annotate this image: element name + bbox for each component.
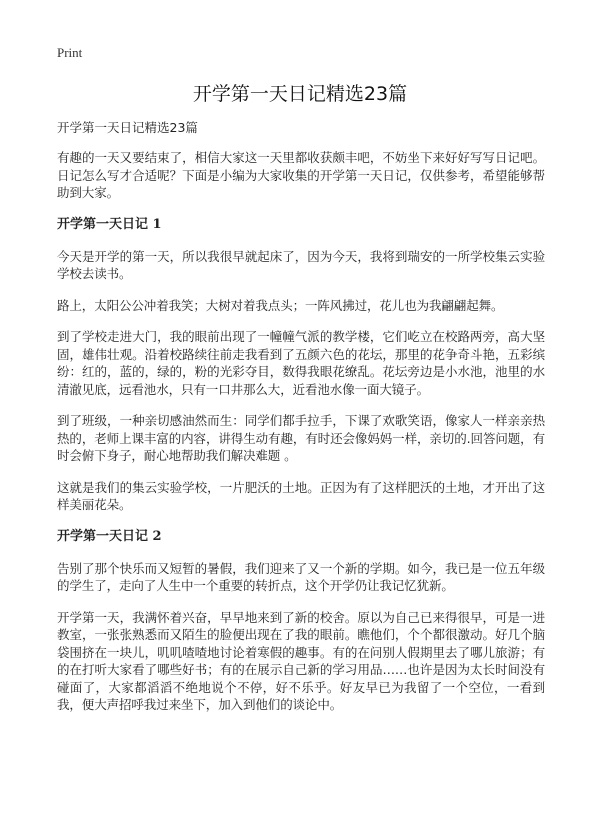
section-heading: 开学第一天日记 2 (57, 528, 162, 544)
paragraph: 今天是开学的第一天，所以我很早就起床了，因为今天，我将到瑞安的一所学校集云实验学校去读书。 (57, 248, 545, 281)
page-title: 开学第一天日记精选23篇 (192, 83, 408, 105)
paragraph: 路上，太阳公公冲着我笑；大树对着我点头；一阵风拂过，花儿也为我翩翩起舞。 (57, 297, 504, 313)
intro-paragraph: 有趣的一天又要结束了，相信大家这一天里都收获颇丰吧，不妨坐下来好好写写日记吧。日记怎么写才合适呢？下面是小编为大家收集的开学第一天日记，仅供参考，希望能够帮助到大家。 (57, 150, 545, 200)
section-heading: 开学第一天日记 1 (57, 216, 162, 232)
article-subtitle: 开学第一天日记精选23篇 (57, 120, 198, 135)
paragraph: 到了学校走进大门，我的眼前出现了一幢幢气派的教学楼，它们屹立在校路两旁，高大坚固，雄伟壮观。沿着校路续往前走我看到了五颜六色的花坛，那里的花争奇斗艳，五彩缤纷：红的，蓝的，绿的，粉的光彩夺目，数得我眼花缭乱。花坛旁边是小水池，池里的水清澈见底，远看池水，只有一口井那么大，近看池水像一面大镜子。 (57, 329, 545, 397)
paragraph: 这就是我们的集云实验学校，一片肥沃的土地。正因为有了这样肥沃的土地，才开出了这样美丽花朵。 (57, 479, 545, 512)
paragraph: 到了班级，一种亲切感油然而生：同学们都手拉手，下课了欢歌笑语，像家人一样亲亲热热的，老师上课丰富的内容，讲得生动有趣，有时还会像妈妈一样，亲切的.回答问题，有时会俯下身子，耐心地帮助我们解决难题 。 (57, 413, 545, 463)
article-body (57, 118, 545, 728)
paragraph: 告别了那个快乐而又短暂的暑假，我们迎来了又一个新的学期。如今，我已是一位五年级的学生了，走向了人生中一个重要的转折点，这个开学仍让我记忆犹新。 (57, 560, 545, 593)
section-2 (57, 528, 545, 714)
print-link[interactable]: Print (57, 45, 83, 60)
paragraph: 开学第一天，我满怀着兴奋，早早地来到了新的校舍。原以为自己已来得很早，可是一进教室，一张张熟悉而又陌生的脸便出现在了我的眼前。瞧他们，个个都很激动。好几个脑袋围挤在一块儿，叽叽喳喳地讨论着寒假的趣事。有的在问别人假期里去了哪儿旅游；有的在打听大家看了哪些好书；有的在展示自己新的学习用品……也许是因为太长时间没有碰面了，大家都滔滔不绝地说个不停，好不乐乎。好友早已为我留了一个空位，一看到我，便大声招呼我过来坐下，加入到他们的谈论中。 (57, 609, 545, 712)
section-1 (57, 216, 545, 514)
